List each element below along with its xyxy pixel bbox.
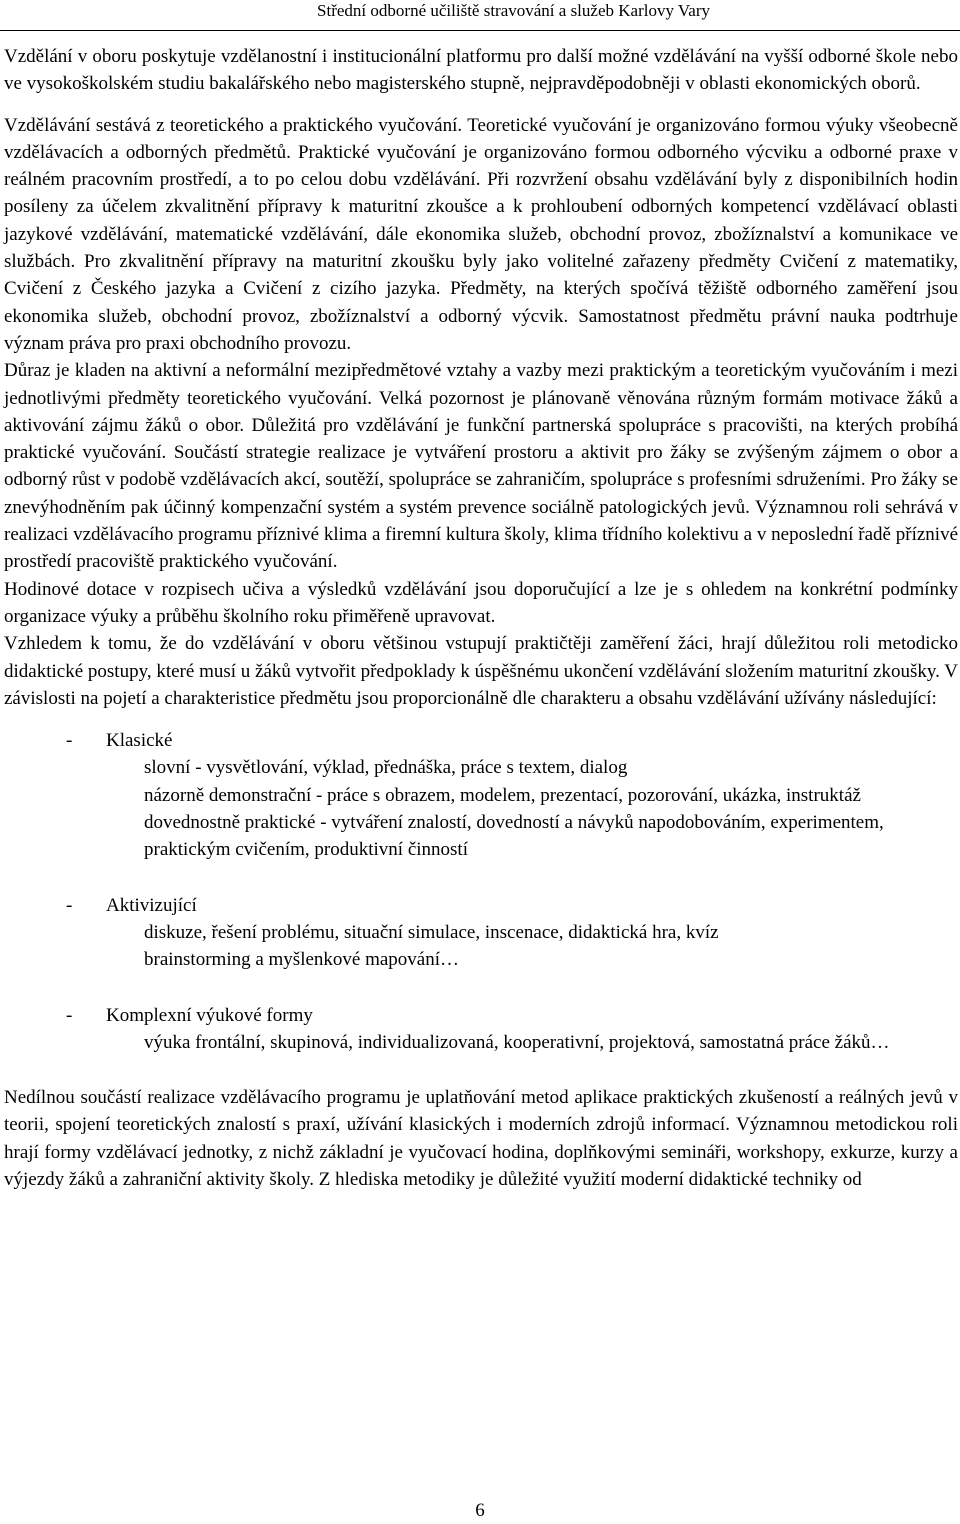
method-detail-line: výuka frontální, skupinová, individualizovaná, kooperativní, projektová, samostatná práce žáků… xyxy=(144,1031,890,1053)
paragraph-4: Hodinové dotace v rozpisech učiva a výsledků vzdělávání jsou doporučující a lze je s ohledem na konkrétní podmínky organizace výuky a průběhu školního roku přiměřeně upravovat. xyxy=(4,578,958,627)
page-number: 6 xyxy=(475,1500,485,1521)
header-divider xyxy=(0,30,960,31)
method-title: Aktivizující xyxy=(106,894,197,916)
closing-paragraph: Nedílnou součástí realizace vzdělávacího programu je uplatňování metod aplikace praktických zkušeností a reálných jevů v teorii, spojení teoretických znalostí s praxí, užívání klasických i moderních zdrojů informací. Významnou metodickou roli hrají formy vzdělávací jednotky, z nichž základní je vyučovací hodina, doplňkovými semináři, workshopy, exkurze, kurzy a výjezdy žáků a zahraniční aktivity školy. Z hlediska metodiky je důležité využití moderní didaktické techniky od xyxy=(4,1087,958,1190)
method-details xyxy=(106,1029,958,1056)
list-dash: - xyxy=(66,894,73,916)
method-title: Komplexní výukové formy xyxy=(106,1004,313,1026)
method-details xyxy=(106,919,958,974)
method-detail-line: brainstorming a myšlenkové mapování… xyxy=(144,949,460,971)
paragraph-3: Důraz je kladen na aktivní a neformální mezipředmětové vztahy a vazby mezi praktickým a teoretickým vyučováním i mezi jednotlivými předměty teoretického vyučování. Velká pozornost je plánovaně věnována různým formám motivace žáků a aktivování zájmu žáků o obor. Důležitá pro vzdělávání je funkční partnerská spolupráce s pracovišti, na kterých probíhá praktické vyučování. Součástí strategie realizace je vytváření prostoru a aktivit pro žáky se zvýšeným zájmem o obor a odborný růst v podobě vzdělávacích akcí, soutěží, spolupráce se zahraničím, spolupráce s profesními sdruženími. Pro žáky se znevýhodněním pak účinný kompenzační systém a systém prevence sociálně patologických jevů. Významnou roli sehrává v realizaci vzdělávacího programu příznivé klima a firemní kultura školy, klima třídního kolektivu a v neposlední řadě příznivé prostředí pracoviště praktického vyučování. xyxy=(4,360,958,573)
method-detail-line: názorně demonstrační - práce s obrazem, modelem, prezentací, pozorování, ukázka, instruktáž xyxy=(144,784,861,806)
paragraph-5: Vzhledem k tomu, že do vzdělávání v oboru většinou vstupují praktičtěji zaměření žáci, hrají důležitou roli metodicko didaktické postupy, které musí u žáků vytvořit předpoklady k úspěšnému ukončení vzdělávání složením maturitní zkoušky. V závislosti na pojetí a charakteristice předmětu jsou proporcionálně dle charakteru a obsahu vzdělávání užívány následující: xyxy=(4,633,958,709)
methods-list xyxy=(4,727,958,1056)
list-dash: - xyxy=(66,730,73,752)
method-details xyxy=(106,754,958,863)
document-body xyxy=(4,43,958,1193)
method-detail-line: diskuze, řešení problému, situační simulace, inscenace, didaktická hra, kvíz xyxy=(144,921,719,943)
page-header-title: Střední odborné učiliště stravování a služeb Karlovy Vary xyxy=(317,1,710,20)
method-detail-line: dovednostně praktické - vytváření znalostí, dovedností a návyků napodobováním, experimentem, praktickým cvičením, produktivní činností xyxy=(144,812,884,861)
list-dash: - xyxy=(66,1004,73,1026)
method-item-aktivizujici xyxy=(4,892,958,974)
method-detail-line: slovní - vysvětlování, výklad, přednáška, práce s textem, dialog xyxy=(144,757,628,779)
paragraph-1: Vzdělání v oboru poskytuje vzdělanostní i institucionální platformu pro další možné vzdělávání na vyšší odborné škole nebo ve vysokoškolském studiu bakalářského nebo magisterského stupně, nejpravděpodobněji v oblasti ekonomických oborů. xyxy=(4,46,958,95)
method-item-komplexni xyxy=(4,1002,958,1057)
method-title: Klasické xyxy=(106,730,173,752)
method-item-klasicke xyxy=(4,727,958,863)
paragraph-2: Vzdělávání sestává z teoretického a praktického vyučování. Teoretické vyučování je organizováno formou výuky všeobecně vzdělávacích a odborných předmětů. Praktické vyučování je organizováno formou odborného výcviku a odborné praxe v reálném pracovním prostředí, a to po celou dobu vzdělávání. Při rozvržení obsahu vzdělávání byly z disponibilních hodin posíleny za účelem zkvalitnění přípravy k maturitní zkoušce a k prohloubení odborných kompetencí vzdělávací oblasti jazykové vzdělávání, matematické vzdělávání, dále ekonomika služeb, obchodní provoz, zbožíznalství a komunikace ve službách. Pro zkvalitnění přípravy na maturitní zkoušku byly jako volitelné zařazeny předměty Cvičení z matematiky, Cvičení z Českého jazyka a Cvičení z cizího jazyka. Předměty, na kterých spočívá těžiště odborného zaměření jsou ekonomika služeb, obchodní provoz, zbožíznalství a odborný výcvik. Samostatnost předmětu právní nauka podtrhuje význam práva pro praxi obchodního provozu. xyxy=(4,114,958,354)
paragraph-gap xyxy=(4,98,958,112)
